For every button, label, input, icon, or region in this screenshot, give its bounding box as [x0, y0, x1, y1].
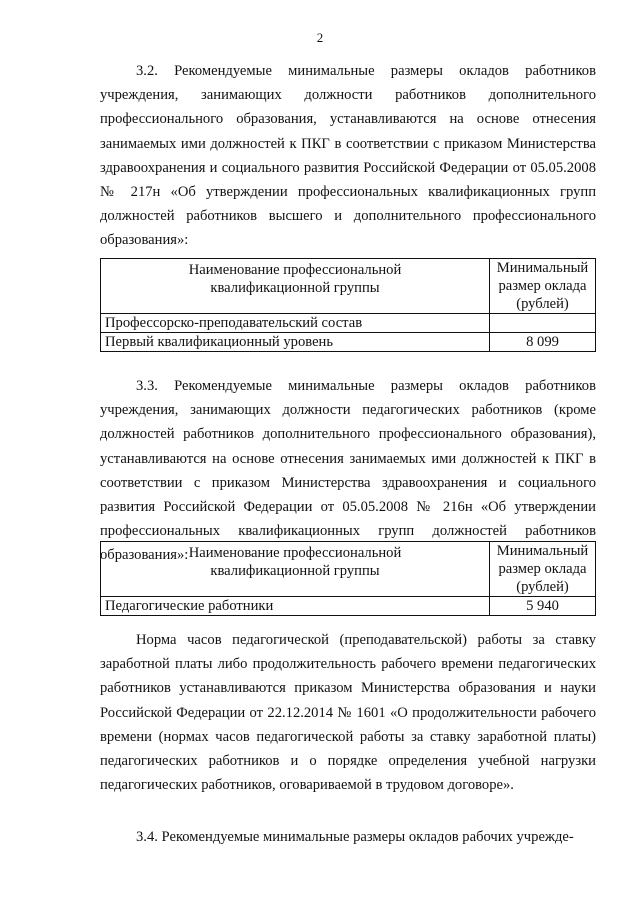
- table-row: [101, 314, 596, 333]
- group-name-cell: Педагогические работники: [101, 597, 490, 616]
- table-header-row: [101, 259, 596, 314]
- header-salary-line: размер оклада: [498, 278, 587, 294]
- header-group-line: Наименование профессиональной: [188, 262, 402, 278]
- salary-table-1: [100, 258, 596, 352]
- page-number: 2: [316, 30, 324, 45]
- header-salary-line: (рублей): [516, 579, 569, 595]
- header-group-line: квалификационной группы: [210, 563, 380, 579]
- header-salary-line: (рублей): [516, 296, 569, 312]
- header-salary-line: Минимальный: [496, 260, 589, 276]
- section-3-4-paragraph: 3.4. Рекомендуемые минимальные размеры окладов рабочих учрежде-: [136, 829, 574, 845]
- section-3-2-paragraph: 3.2. Рекомендуемые минимальные размеры окладов работников учреждения, занимающих должности работников дополнительного профессионального образования, устанавливаются на основе отнесения занимаемых ими должностей к ПКГ в соответствии с приказом Министерства здравоохранения и социального развития Российской Федерации от 05.05.2008 № 217н «Об утверждении профессиональных квалификационных групп должностей работников высшего и дополнительного профессионального образования»:: [100, 63, 596, 249]
- salary-value-cell: [490, 314, 596, 333]
- header-salary-line: Минимальный: [496, 543, 589, 559]
- header-salary-line: размер оклада: [498, 561, 587, 577]
- salary-table-2: [100, 541, 596, 616]
- group-name-cell: Первый квалификационный уровень: [101, 333, 490, 352]
- table-header-row: [101, 542, 596, 597]
- header-salary-cell: [490, 259, 596, 314]
- table-row: [101, 333, 596, 352]
- salary-value-cell: 5 940: [490, 597, 596, 616]
- header-group-line: Наименование профессиональной: [188, 545, 402, 561]
- section-3-3-paragraph: 3.3. Рекомендуемые минимальные размеры окладов работников учреждения, занимающих должности педагогических работников (кроме должностей работников дополнительного профессионального образования), устанавливаются на основе отнесения занимаемых ими должностей к ПКГ в соответствии с приказом Министерства здравоохранения и социального развития Российской Федерации от 05.05.2008 № 216н «Об утверждении профессиональных квалификационных групп должностей работников образования»:: [100, 378, 596, 564]
- group-name-cell: Профессорско-преподавательский состав: [101, 314, 490, 333]
- table-row: [101, 597, 596, 616]
- header-salary-cell: [490, 542, 596, 597]
- norm-paragraph: Норма часов педагогической (преподавательской) работы за ставку заработной платы либо продолжительность рабочего времени педагогических работников устанавливаются приказом Министерства образования и науки Российской Федерации от 22.12.2014 № 1601 «О продолжительности рабочего времени (нормах часов педагогической работы за ставку заработной платы) педагогических работников и о порядке определения учебной нагрузки педагогических работников, оговариваемой в трудовом договоре».: [100, 632, 596, 794]
- header-group-cell: [101, 542, 490, 597]
- header-group-cell: [101, 259, 490, 314]
- salary-value-cell: 8 099: [490, 333, 596, 352]
- header-group-line: квалификационной группы: [210, 280, 380, 296]
